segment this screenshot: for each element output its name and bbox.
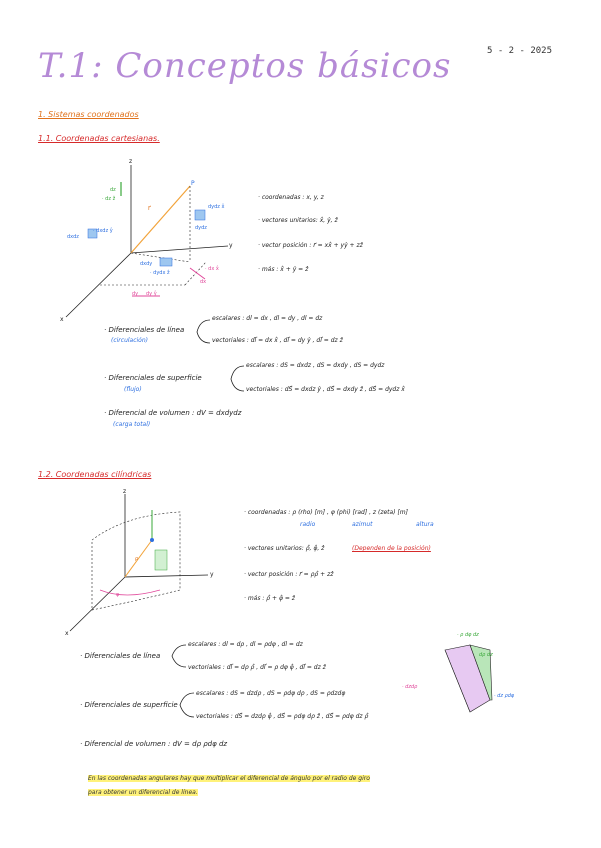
dy-label: dy [132,291,139,297]
cart-line-scalar: escalares : dl = dx , dl = dy , dl = dz [212,315,323,322]
cyl-surface-vector: vectoriales : dS⃗ = dzdρ φ̂ , dS⃗ = ρdφ dρ ẑ , dS⃗ = ρdφ dz ρ̂ [196,713,369,720]
cyl-phi-label: φ [116,592,120,598]
dx-label: dx [200,279,207,285]
cart-coords: · coordenadas : x, y, z [258,194,324,201]
dxdz-vec-label: · dxdz ŷ [93,228,113,234]
cart-line-diff: · Diferenciales de línea [104,326,185,334]
cyl-line-diff: · Diferenciales de línea [80,652,161,660]
dx-vec-label: · dx x̂ [205,266,219,272]
dz-label: dz [110,187,116,193]
cyl-axis-z-label: z [123,488,127,495]
wedge-right-label: · dz ρdφ [494,693,515,699]
cyl-axis-y-label: y [210,571,214,578]
dydz-label: dydz [195,225,207,231]
axis-z-label: z [129,158,133,165]
cart-surface-scalar: escalares : dS = dxdz , dS = dxdy , dS = dydz [246,362,385,369]
dxdy-label: dxdy [140,261,153,267]
cart-unit-vectors: · vectores unitarios: x̂, ŷ, ẑ [258,217,338,224]
cart-volume-sub: (carga total) [113,421,151,428]
cart-position-vector: · vector posición : r⃗ = xx̂ + yŷ + zẑ [258,242,363,249]
point-p-label: P [191,180,195,187]
vector-r-label: r⃗ [148,205,151,212]
highlight-note-line1: En las coordenadas angulares hay que multiplicar el diferencial de ángulo por el radio de giro [88,775,370,782]
cyl-position-vector: · vector posición : r⃗ = ρρ̂ + zẑ [244,571,334,578]
cyl-line-vector: vectoriales : dl⃗ = dρ ρ̂ , dl⃗ = ρ dφ φ̂ , dl⃗ = dz ẑ [188,664,326,671]
cart-sum: · más : x̂ + ŷ = ẑ [258,266,309,273]
cyl-line-scalar: escalares : dl = dρ , dl = ρdφ , dl = dz [188,641,303,648]
cyl-unit-note: (Dependen de la posición) [352,545,431,552]
cyl-coord-altura: altura [416,521,434,528]
cart-surface-sub: (flujo) [124,386,142,393]
wedge-top-label: · ρ dφ dz [457,632,479,638]
dydz-vec-label: dydz x̂ [208,204,225,210]
dxdz-label: dxdz [67,234,79,240]
cart-surface-diff: · Diferenciales de superficie [104,374,202,382]
cart-surface-vector: vectoriales : dS⃗ = dxdz ŷ , dS⃗ = dxdy ẑ , dS⃗ = dydz x̂ [246,386,405,393]
cyl-rho-label: ρ [135,556,139,562]
cyl-coords: · coordenadas : ρ (rho) [m] , φ (phi) [rad] , z (zeta) [m] [244,509,408,516]
dy-vec-label: dy ŷ [146,291,157,297]
cartesian-heading: 1.1. Coordenadas cartesianas. [38,134,160,143]
dxdy-vec-label: · dydx ẑ [150,270,170,276]
cart-volume-diff: · Diferencial de volumen : dV = dxdydz [104,409,242,417]
cart-line-vector: vectoriales : dl⃗ = dx x̂ , dl⃗ = dy ŷ , dl⃗ = dz ẑ [212,337,343,344]
page-title: T.1: Conceptos básicos [38,46,452,86]
cyl-sum: · más : ρ̂ + φ̂ = ẑ [244,595,295,602]
cylindrical-heading: 1.2. Coordenadas cilíndricas [38,470,152,479]
cyl-axis-x-label: x [65,630,69,637]
cyl-surface-diff: · Diferenciales de superficie [80,701,178,709]
cyl-coord-radio: radio [300,521,316,528]
cyl-unit-vectors: · vectores unitarios: ρ̂, φ̂, ẑ [244,545,325,552]
dz-vec-label: · dz ẑ [102,196,116,202]
axis-y-label: y [229,242,233,249]
cyl-surface-scalar: escalares : dS = dzdρ , dS = ρdφ dρ , dS = ρdzdφ [196,690,346,697]
section-heading: 1. Sistemas coordenados [38,110,139,119]
wedge-side-label: dρ dz [479,652,493,658]
cart-line-sub: (circulación) [111,337,148,344]
cyl-volume-diff: · Diferencial de volumen : dV = dρ ρdφ dz [80,740,228,748]
cyl-coord-azimut: azimut [352,521,373,528]
wedge-left-label: · dzdρ [402,684,418,690]
date: 5 - 2 - 2025 [487,46,553,56]
highlight-note-line2: para obtener un diferencial de línea. [88,789,198,796]
axis-x-label: x [60,316,64,323]
